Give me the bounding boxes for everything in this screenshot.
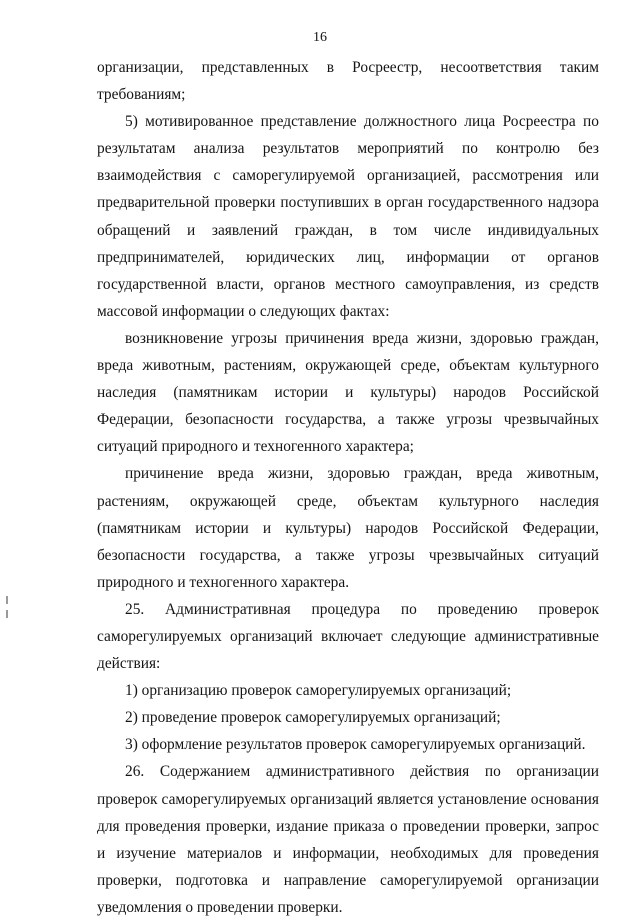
paragraph-harm-caused: причинение вреда жизни, здоровью граждан, вреда животным, растениям, окружающей среде, объектам культурного наследия (памятникам истории и культуры) народов Российской Федерации, безопасности государства, а также угрозы чрезвычайных ситуаций природного и техногенного характера. <box>97 465 599 591</box>
list-item-1: 1) организацию проверок саморегулируемых организаций; <box>125 682 512 700</box>
paragraph-continuation: организации, представленных в Росреестр, несоответствия таким требованиям; <box>97 59 599 104</box>
scan-artifact-mark <box>6 610 8 618</box>
scan-artifact-mark <box>6 596 8 604</box>
paragraph-25: 25. Административная процедура по проведению проверок саморегулируемых организаций включает следующие административные действия: <box>97 600 599 673</box>
paragraph-threat-of-harm: возникновение угрозы причинения вреда жизни, здоровью граждан, вреда животным, растениям, окружающей среде, объектам культурного наследия (памятникам истории и культуры) народов Российской Федерации, безопасности государства, а также угрозы чрезвычайных ситуаций природного и техногенного характера; <box>97 329 599 456</box>
paragraph-item-5: 5) мотивированное представление должностного лица Росреестра по результатам анализа результатов мероприятий по контролю без взаимодействия с саморегулируемой организацией, рассмотрения или предварительной проверки поступивших в орган государственного надзора обращений и заявлений граждан, в том числе индивидуальных предпринимателей, юридических лиц, информации от органов государственной власти, органов местного самоуправления, из средств массовой информации о следующих фактах: <box>97 113 599 320</box>
list-item-3: 3) оформление результатов проверок саморегулируемых организаций. <box>125 736 586 754</box>
list-item-2: 2) проведение проверок саморегулируемых организаций; <box>125 709 501 727</box>
document-body <box>97 54 599 921</box>
paragraph-26: 26. Содержанием административного действия по организации проверок саморегулируемых организаций является установление основания для проведения проверки, издание приказа о проведении проверки, запрос и изучение материалов и информации, необходимых для проведения проверки, подготовка и направление саморегулируемой организации уведомления о проведении проверки. <box>97 763 599 916</box>
page-number: 16 <box>313 30 327 45</box>
